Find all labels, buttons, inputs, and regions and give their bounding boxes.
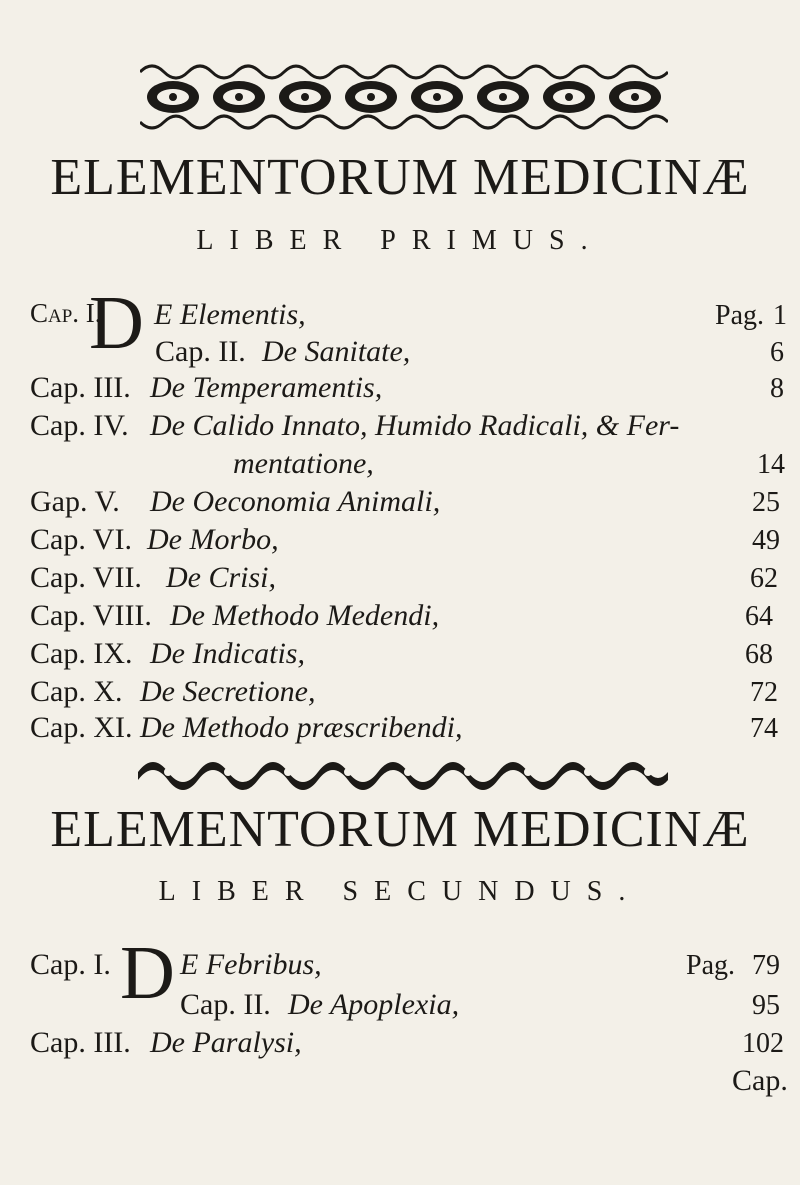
- dropcap-letter: D: [89, 281, 144, 365]
- toc-cap-label: Cap. II.: [155, 335, 246, 368]
- page-number: 102: [742, 1028, 784, 1059]
- toc-title: De Calido Innato, Humido Radicali, & Fer-: [150, 409, 680, 442]
- page-number: 74: [750, 713, 778, 744]
- toc-title: De Morbo,: [147, 523, 279, 556]
- toc-cap-label: Cap. III.: [30, 371, 131, 404]
- toc-cap-label: Cap. VIII.: [30, 599, 152, 632]
- page-number: 68: [745, 639, 773, 670]
- page-number: 6: [770, 337, 784, 368]
- book1-title: ELEMENTORUM MEDICINÆ: [50, 149, 750, 206]
- toc-title: De Methodo præscribendi,: [140, 711, 463, 744]
- page-number: 72: [750, 677, 778, 708]
- toc-cap-label: Cap. I.: [30, 948, 111, 981]
- top-ornament-band: [140, 60, 668, 134]
- page-label: Pag.: [715, 300, 764, 331]
- toc-title: De Oeconomia Animali,: [150, 485, 441, 518]
- book1-subtitle: LIBER PRIMUS.: [196, 225, 604, 256]
- toc-cap-label: Cap. VII.: [30, 561, 142, 594]
- toc-cap-label: Cap. IV.: [30, 409, 129, 442]
- toc-title: De Sanitate,: [262, 335, 411, 368]
- page-number: 14: [757, 449, 785, 480]
- toc-cap-label: Cap. X.: [30, 675, 123, 708]
- toc-cap-label: Cap. VI.: [30, 523, 132, 556]
- page-number: 79: [752, 950, 780, 981]
- toc-title: De Indicatis,: [150, 637, 305, 670]
- middle-ornament-band: [138, 752, 668, 792]
- toc-title-continuation: mentatione,: [233, 447, 374, 480]
- page-number: 1: [773, 300, 787, 331]
- page-number: 95: [752, 990, 780, 1021]
- toc-title: De Secretione,: [140, 675, 316, 708]
- toc-title: De Temperamentis,: [150, 371, 383, 404]
- toc-cap-label: Cap. III.: [30, 1026, 131, 1059]
- toc-title: De Crisi,: [166, 561, 277, 594]
- toc-cap-label: Cap. I.: [30, 298, 102, 328]
- page-number: 49: [752, 525, 780, 556]
- toc-cap-label: Cap. XI.: [30, 711, 133, 744]
- page-number: 62: [750, 563, 778, 594]
- page-number: 64: [745, 601, 773, 632]
- toc-title: De Paralysi,: [150, 1026, 302, 1059]
- toc-cap-label: Cap. IX.: [30, 637, 133, 670]
- page-number: 8: [770, 373, 784, 404]
- toc-cap-label: Cap. II.: [180, 988, 271, 1021]
- catchword: Cap.: [732, 1064, 788, 1097]
- page-label: Pag.: [686, 950, 735, 981]
- book2-title: ELEMENTORUM MEDICINÆ: [50, 801, 750, 858]
- toc-title: E Elementis,: [154, 298, 306, 331]
- toc-title: E Febribus,: [180, 948, 322, 981]
- toc-cap-label: Gap. V.: [30, 485, 120, 518]
- toc-title: De Methodo Medendi,: [170, 599, 440, 632]
- toc-title: De Apoplexia,: [288, 988, 460, 1021]
- page-number: 25: [752, 487, 780, 518]
- dropcap-letter: D: [120, 931, 175, 1015]
- book2-subtitle: LIBER SECUNDUS.: [158, 876, 642, 907]
